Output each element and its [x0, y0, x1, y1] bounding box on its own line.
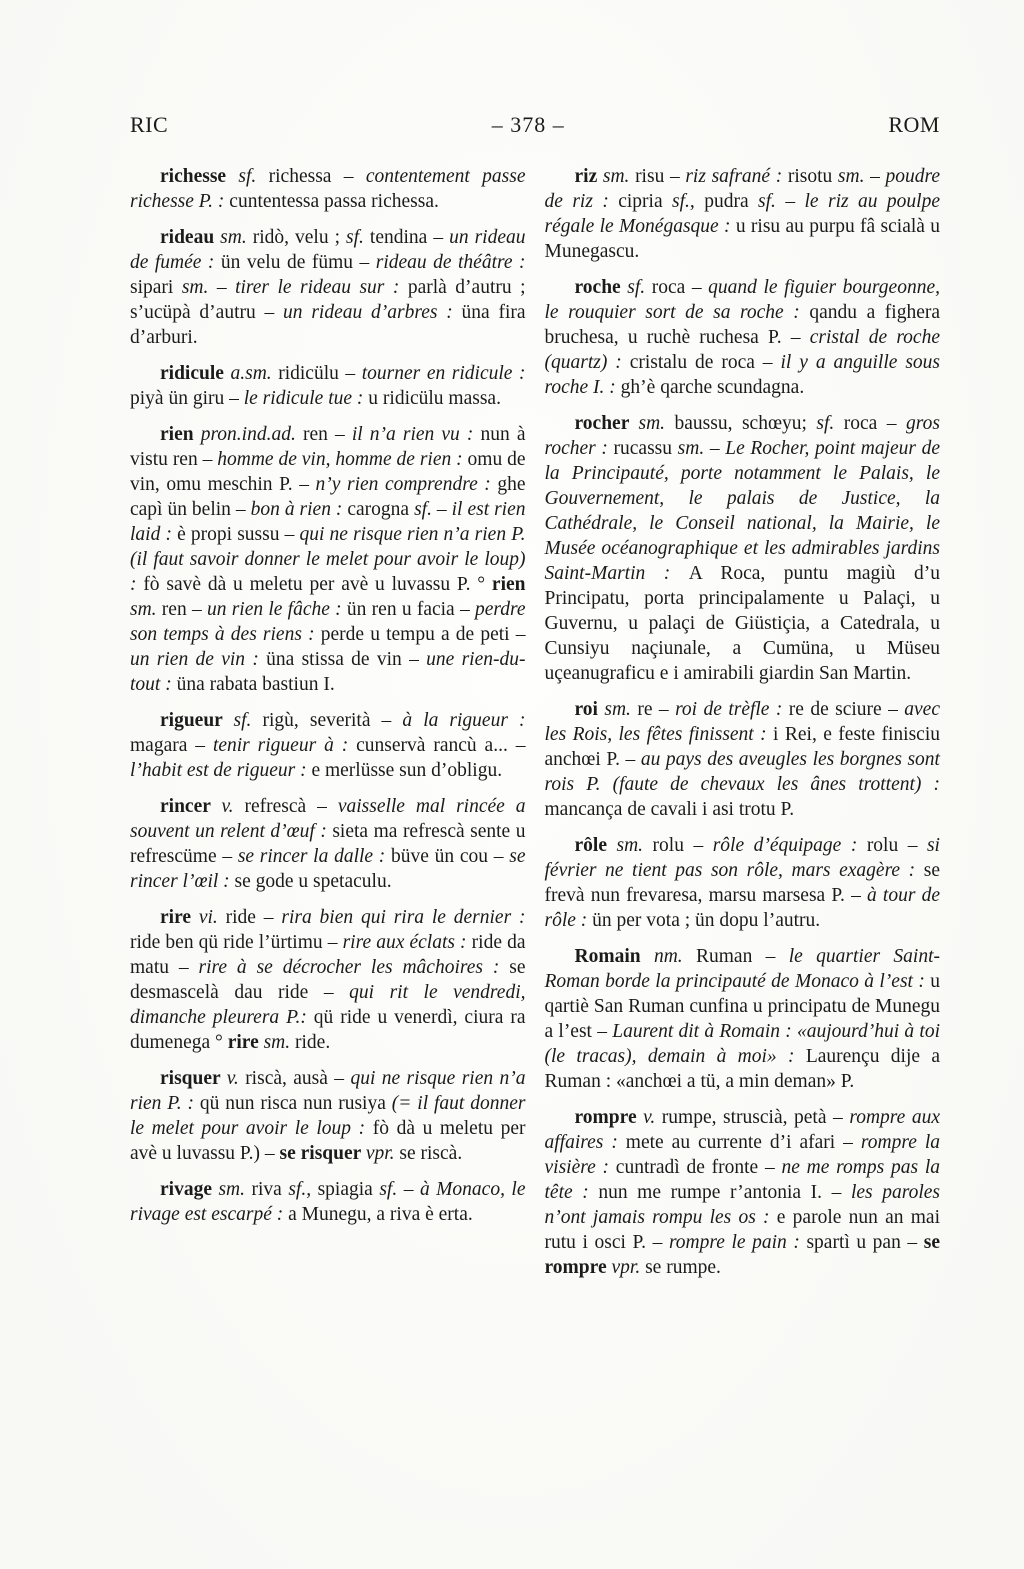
- text-run: sm.: [677, 438, 710, 459]
- dictionary-entry-rocher: [545, 411, 941, 686]
- text-run: homme de vin, homme de rien :: [217, 449, 468, 470]
- text-run: à la rigueur :: [402, 710, 526, 731]
- text-run: i Rei, e feste finisciu anchœi P. –: [544, 724, 940, 770]
- dictionary-entry-roche: [545, 275, 941, 400]
- text-run: è propi sussu –: [177, 524, 300, 545]
- text-run: qui ne risque rien n’a rien P. (il faut savoir donner le melet pour avoir le loup) :: [130, 524, 526, 595]
- text-run: le ridicule tue :: [243, 388, 369, 409]
- two-column-body: [130, 164, 940, 1280]
- text-run: rocher: [574, 413, 639, 434]
- text-run: riscà, ausà –: [245, 1068, 351, 1089]
- text-run: ridò, velu ;: [252, 227, 347, 248]
- text-run: gh’è qarche scundagna.: [620, 377, 805, 398]
- text-run: une rien-du-tout :: [130, 649, 526, 695]
- text-run: cunservà rancù a... –: [356, 735, 526, 756]
- text-run: ridicülu –: [278, 363, 362, 384]
- text-run: qui ne risque rien n’a rien P. :: [130, 1068, 526, 1114]
- text-run: richessa –: [268, 166, 366, 187]
- text-run: –: [403, 1179, 420, 1200]
- text-run: büve ün cou –: [391, 846, 510, 867]
- text-run: cipria: [618, 191, 673, 212]
- text-run: sieta ma refrescà sente u refrescüme –: [130, 821, 526, 867]
- text-run: e merlüsse sun d’obligu.: [311, 760, 503, 781]
- right-column: [545, 164, 941, 1280]
- text-run: le quartier Saint-Roman borde la principauté de Monaco à l’est :: [544, 946, 940, 992]
- text-run: ride –: [225, 907, 282, 928]
- text-run: roi: [574, 699, 605, 720]
- text-run: refrescà –: [244, 796, 338, 817]
- text-run: ride.: [295, 1032, 331, 1053]
- text-run: se rincer l’œil :: [130, 846, 526, 892]
- text-run: pudra: [704, 191, 759, 212]
- text-run: sf.: [233, 710, 263, 731]
- text-run: nun à vistu ren –: [130, 424, 526, 470]
- text-run: il y a anguille sous roche I. :: [544, 352, 941, 398]
- text-run: bon à rien :: [250, 499, 348, 520]
- text-run: sf.,: [288, 1179, 318, 1200]
- text-run: rire à se décrocher les mâchoires :: [198, 957, 510, 978]
- text-run: u ridicülu massa.: [368, 388, 501, 409]
- text-run: –: [216, 277, 236, 298]
- page-number: – 378 –: [491, 112, 565, 137]
- text-run: a.sm.: [230, 363, 279, 384]
- text-run: rompre la visière :: [544, 1132, 940, 1178]
- text-run: u qartiè San Ruman cunfina u principatu de Munegu a l’est –: [544, 971, 940, 1042]
- text-run: Ruman –: [695, 946, 789, 967]
- dictionary-entry-risquer: [130, 1066, 526, 1166]
- text-run: Laurençu dije a Ruman : «anchœi a tü, a min deman» P.: [544, 1046, 941, 1092]
- text-run: –: [785, 191, 805, 212]
- text-run: se risquer: [279, 1143, 366, 1164]
- text-run: mancança de cavali i asi trotu P.: [544, 799, 795, 820]
- text-run: un rideau d’arbres :: [283, 302, 462, 323]
- text-run: ren –: [302, 424, 352, 445]
- text-run: rompre le pain :: [668, 1232, 807, 1253]
- text-run: n’y rien comprendre :: [315, 474, 498, 495]
- text-run: contentement passe richesse P. :: [130, 166, 526, 212]
- text-run: rivage: [160, 1179, 219, 1200]
- text-run: sm.: [604, 699, 638, 720]
- text-run: perdre son temps à des riens :: [130, 599, 526, 645]
- text-run: fò savè dà u meletu per avè u luvassu P. °: [143, 574, 492, 595]
- text-run: vi.: [198, 907, 226, 928]
- text-run: üna stissa de vin –: [266, 649, 427, 670]
- text-run: qü nun risca nun rusiya: [199, 1093, 392, 1114]
- text-run: v.: [643, 1107, 662, 1128]
- text-run: il n’a rien vu :: [351, 424, 481, 445]
- text-run: sm.: [218, 1179, 252, 1200]
- dictionary-entry-rigueur: [130, 708, 526, 783]
- text-run: ne me romps pas la tête :: [544, 1157, 941, 1203]
- dictionary-entry-rompre: [545, 1105, 941, 1280]
- text-run: rompre aux affaires :: [544, 1107, 940, 1153]
- text-run: sf.: [238, 166, 269, 187]
- text-run: cristalu de roca –: [629, 352, 781, 373]
- text-run: un rideau de fumée :: [130, 227, 526, 273]
- text-run: riva: [251, 1179, 289, 1200]
- text-run: le riz au poulpe régale le Monégasque :: [544, 191, 940, 237]
- text-run: (= il faut donner le melet pour avoir le loup :: [130, 1093, 526, 1139]
- text-run: sf.: [758, 191, 786, 212]
- text-run: rumpe, struscià, petà –: [661, 1107, 850, 1128]
- left-column: [130, 164, 526, 1280]
- text-run: roca –: [843, 413, 907, 434]
- text-run: vaisselle mal rincée a souvent un relent d’œuf :: [130, 796, 526, 842]
- text-run: üna rabata bastiun I.: [176, 674, 335, 695]
- dictionary-entry-role: [545, 833, 941, 933]
- text-run: se desmascelà dau ride –: [130, 957, 526, 1003]
- text-run: se rompre: [544, 1232, 940, 1278]
- text-run: rôle: [574, 835, 617, 856]
- text-run: gros rocher :: [544, 413, 941, 459]
- dictionary-entry-rire: [130, 905, 526, 1055]
- text-run: rucassu: [613, 438, 678, 459]
- text-run: nm.: [653, 946, 696, 967]
- dictionary-entry-riz: [545, 164, 941, 264]
- text-run: sm.: [837, 166, 871, 187]
- dictionary-entry-romain: [545, 944, 941, 1094]
- guide-word-right: ROM: [888, 112, 940, 137]
- text-run: sm.: [602, 166, 636, 187]
- text-run: se riscà.: [399, 1143, 463, 1164]
- dictionary-entry-rivage: [130, 1177, 526, 1227]
- text-run: sf.: [346, 227, 370, 248]
- text-run: tendina –: [369, 227, 450, 248]
- text-run: avec les Rois, les fêtes finissent :: [544, 699, 940, 745]
- text-run: ghe capì ün belin –: [130, 474, 526, 520]
- text-run: qandu a fighera bruchesa, u ruchè ruchesa P. –: [544, 302, 941, 348]
- text-run: üna fira d’arburi.: [130, 302, 526, 348]
- text-run: Laurent dit à Romain : «aujourd’hui à toi (le tracas), demain à moi» :: [544, 1021, 940, 1067]
- text-run: tenir rigueur à :: [212, 735, 357, 756]
- text-run: ün per vota ; ün dopu l’autru.: [592, 910, 821, 931]
- text-run: sf.: [414, 499, 437, 520]
- text-run: un rien de vin :: [130, 649, 267, 670]
- text-run: risu –: [635, 166, 686, 187]
- text-run: u risu au purpu fâ scialà u Munegascu.: [544, 216, 940, 262]
- text-run: perde u tempu a de peti –: [320, 624, 526, 645]
- text-run: spiagia: [317, 1179, 380, 1200]
- text-run: sipari: [130, 277, 182, 298]
- text-run: poudre de riz :: [544, 166, 941, 212]
- text-run: rien: [491, 574, 526, 595]
- text-run: rigueur: [160, 710, 234, 731]
- text-run: se gode u spetaculu.: [234, 871, 392, 892]
- text-run: carogna: [347, 499, 415, 520]
- text-run: ridicule: [160, 363, 231, 384]
- text-run: cristal de roche (quartz) :: [544, 327, 940, 373]
- text-run: magara –: [130, 735, 213, 756]
- text-run: –: [436, 499, 452, 520]
- text-run: rire: [160, 907, 199, 928]
- text-run: sf.: [627, 277, 652, 298]
- dictionary-entry-roi: [545, 697, 941, 822]
- text-run: rideau de théâtre :: [375, 252, 526, 273]
- text-run: rire: [227, 1032, 264, 1053]
- text-run: l’habit est de rigueur :: [130, 760, 312, 781]
- text-run: ren –: [161, 599, 207, 620]
- text-run: rompre: [574, 1107, 644, 1128]
- text-run: vpr.: [611, 1257, 646, 1278]
- text-run: rire aux éclats :: [342, 932, 472, 953]
- text-run: piyà ün giru –: [130, 388, 244, 409]
- text-run: qui rit le vendredi, dimanche pleurera P.:: [130, 982, 526, 1028]
- guide-word-left: RIC: [130, 112, 169, 137]
- text-run: sm.: [263, 1032, 296, 1053]
- text-run: a Munegu, a riva è erta.: [288, 1204, 473, 1225]
- text-run: rincer: [160, 796, 222, 817]
- text-run: rôle d’équipage :: [712, 835, 867, 856]
- text-run: à Monaco, le rivage est escarpé :: [130, 1179, 526, 1225]
- text-run: qü ride u venerdì, ciura ra dumenega °: [130, 1007, 526, 1053]
- text-run: rien: [160, 424, 201, 445]
- text-run: mete au currente d’i afari –: [625, 1132, 861, 1153]
- text-run: A Roca, puntu magiù d’u Principatu, porta principalamente u Palaçi, u Guvernu, u palaçi de Giüstiçia, a Catedrala, u Cunsiyu naçiunale, a Cumüna, u Müseu uçeanugraficu e i amirabili giardin San Martin.: [544, 563, 940, 684]
- text-run: pron.ind.ad.: [200, 424, 303, 445]
- text-run: sm.: [638, 413, 675, 434]
- text-run: –: [709, 438, 726, 459]
- text-run: v.: [221, 796, 245, 817]
- text-run: roche: [574, 277, 628, 298]
- text-run: riz safrané :: [685, 166, 788, 187]
- text-run: si février ne tient pas son rôle, mars exagère :: [544, 835, 940, 881]
- text-run: baussu, schœyu;: [674, 413, 817, 434]
- text-run: sf.,: [672, 191, 705, 212]
- text-run: spartì u pan –: [806, 1232, 924, 1253]
- text-run: ride da matu –: [130, 932, 526, 978]
- text-run: à tour de rôle :: [544, 885, 940, 931]
- text-run: rolu –: [652, 835, 713, 856]
- text-run: v.: [226, 1068, 246, 1089]
- text-run: quand le figuier bourgeonne, le rouquier sort de sa roche :: [544, 277, 940, 323]
- text-run: il est rien laid :: [130, 499, 526, 545]
- text-run: se rumpe.: [645, 1257, 721, 1278]
- text-run: re de sciure –: [788, 699, 905, 720]
- text-run: rideau: [160, 227, 221, 248]
- text-run: un rien le fâche :: [206, 599, 347, 620]
- dictionary-entry-rincer: [130, 794, 526, 894]
- text-run: tourner en ridicule :: [361, 363, 526, 384]
- text-run: ride ben qü ride l’ürtimu –: [130, 932, 343, 953]
- text-run: roi de trèfle :: [675, 699, 789, 720]
- text-run: sm.: [130, 599, 162, 620]
- text-run: risquer: [160, 1068, 227, 1089]
- text-run: parlà d’autru ; s’ucüpà d’autru –: [130, 277, 526, 323]
- text-run: e parole nun an mai rutu i osci P. –: [544, 1207, 940, 1253]
- text-run: sm.: [616, 835, 653, 856]
- dictionary-entry-rien: [130, 422, 526, 697]
- text-run: se frevà nun frevaresa, marsu marsesa P. –: [544, 860, 940, 906]
- text-run: cuntradì de fronte –: [615, 1157, 782, 1178]
- text-run: sf.: [816, 413, 844, 434]
- text-run: risotu: [787, 166, 838, 187]
- text-run: nun me rumpe r’antonia I. –: [598, 1182, 851, 1203]
- dictionary-entry-rideau: [130, 225, 526, 350]
- text-run: au pays des aveugles les borgnes sont rois P. (faute de chevaux les ânes trottent) :: [544, 749, 940, 795]
- text-run: rira bien qui rira le dernier :: [281, 907, 526, 928]
- text-run: sm.: [220, 227, 253, 248]
- text-run: tirer le rideau sur :: [235, 277, 408, 298]
- text-run: riz: [574, 166, 603, 187]
- text-run: fò dà u meletu per avè u luvassu P.) –: [130, 1118, 526, 1164]
- text-run: omu de vin, omu meschin P. –: [130, 449, 526, 495]
- text-run: Le Rocher, point majeur de la Principauté, porte notamment le Palais, le Gouvernement, le palais de Justice, la Cathédrale, le Conseil national, la Mairie, le Musée océanographique et les admirables jardins Saint-Martin :: [544, 438, 941, 584]
- text-run: re –: [637, 699, 676, 720]
- dictionary-entry-ridicule: [130, 361, 526, 411]
- text-run: sm.: [181, 277, 217, 298]
- text-run: cuntentessa passa richessa.: [229, 191, 439, 212]
- text-run: rigù, severità –: [262, 710, 403, 731]
- text-run: richesse: [160, 166, 239, 187]
- text-run: Romain: [574, 946, 654, 967]
- text-run: ün velu de fümu –: [220, 252, 376, 273]
- text-run: ün ren u facia –: [346, 599, 475, 620]
- text-run: sf.: [379, 1179, 404, 1200]
- text-run: roca –: [651, 277, 709, 298]
- text-run: se rincer la dalle :: [237, 846, 392, 867]
- text-run: rolu –: [866, 835, 927, 856]
- text-run: –: [870, 166, 886, 187]
- text-run: vpr.: [365, 1143, 400, 1164]
- dictionary-entry-richesse: [130, 164, 526, 214]
- page-header: [130, 112, 940, 138]
- text-run: les paroles n’ont jamais rompu les os :: [544, 1182, 940, 1228]
